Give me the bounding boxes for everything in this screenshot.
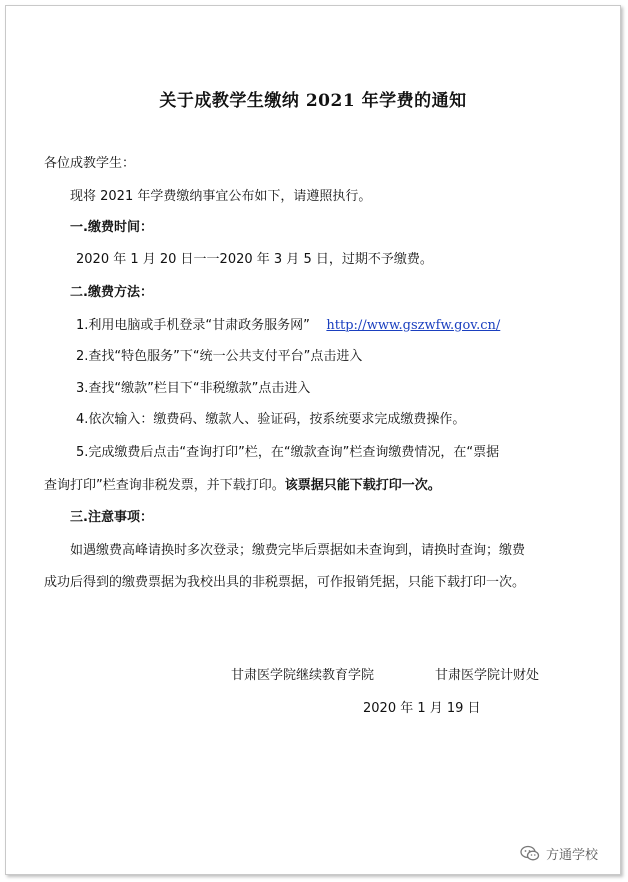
- wechat-icon: [520, 845, 540, 862]
- greeting: 各位成教学生：: [44, 156, 136, 171]
- signature-org-1: 甘肃医学院继续教育学院: [231, 668, 375, 683]
- gszwfw-link[interactable]: http://www.gszwfw.gov.cn/: [326, 318, 501, 333]
- document-title: 关于成教学生缴纳 2021 年学费的通知: [159, 91, 467, 111]
- signature-date: 2020 年 1 月 19 日: [363, 701, 481, 716]
- step-2: 2.查找“特色服务”下“统一公共支付平台”点击进入: [76, 349, 363, 364]
- step-3: 3.查找“缴款”栏目下“非税缴款”点击进入: [76, 381, 311, 396]
- step-5-line-1: 5.完成缴费后点击“查询打印”栏，在“缴款查询”栏查询缴费情况，在“票据: [76, 445, 500, 460]
- payment-period-text: 2020 年 1 月 20 日一一2020 年 3 月 5 日，过期不予缴费。: [76, 252, 433, 267]
- section-3-heading: 三.注意事项：: [70, 510, 153, 525]
- notice-line-2: 成功后得到的缴费票据为我校出具的非税票据，可作报销凭据，只能下载打印一次。: [44, 575, 526, 590]
- section-1-heading: 一.缴费时间：: [70, 220, 153, 235]
- section-2-heading: 二.缴费方法：: [70, 285, 153, 300]
- step-1-text: 1.利用电脑或手机登录“甘肃政务服务网”: [76, 318, 310, 333]
- intro-paragraph: 现将 2021 年学费缴纳事宜公布如下，请遵照执行。: [70, 189, 372, 204]
- step-5-text: 查询打印”栏查询非税发票，并下载打印。: [44, 478, 285, 493]
- watermark: [520, 844, 598, 862]
- watermark-text: 方通学校: [546, 847, 599, 863]
- step-1: [76, 318, 500, 334]
- signature-org-2: 甘肃医学院计财处: [435, 668, 540, 683]
- step-5-line-2: [44, 478, 441, 494]
- document-page: [5, 5, 621, 875]
- notice-line-1: 如遇缴费高峰请换时多次登录；缴费完毕后票据如未查询到，请换时查询；缴费: [70, 543, 526, 558]
- step-4: 4.依次输入：缴费码、缴款人、验证码，按系统要求完成缴费操作。: [76, 412, 466, 427]
- download-once-warning: 该票据只能下载打印一次。: [284, 478, 441, 493]
